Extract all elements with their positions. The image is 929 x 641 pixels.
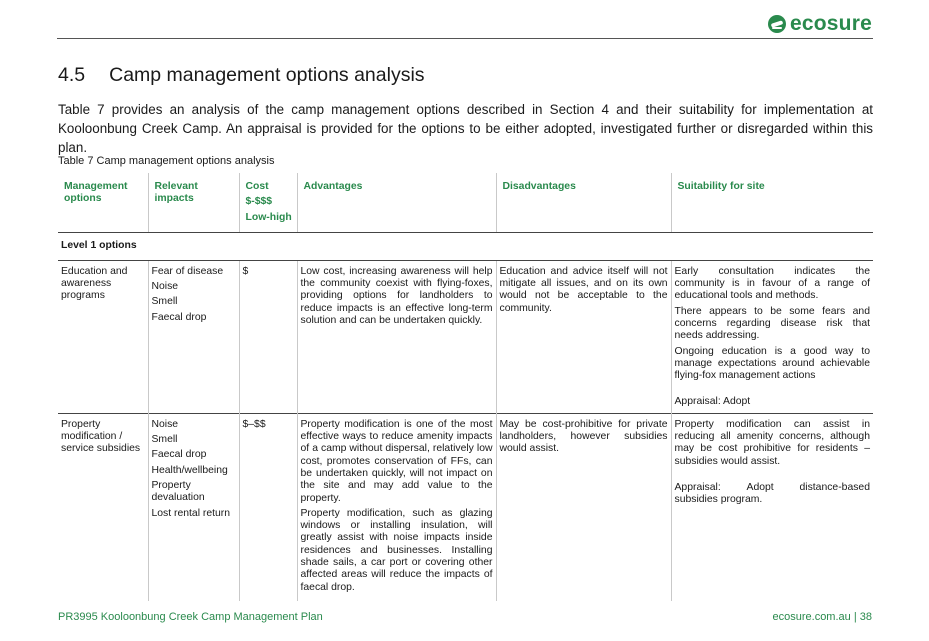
table-caption: Table 7 Camp management options analysis bbox=[58, 155, 275, 167]
cost-cell: $–$$ bbox=[239, 413, 297, 601]
advantages-text: Property modification is one of the most effective ways to reduce amenity impacts of a camp without dispersal, relatively low cost, promotes conservation of FFs, can be undertaken quickly, will not impact on the site and may add value to the property. bbox=[300, 418, 493, 504]
header-management: Management options bbox=[58, 173, 148, 232]
appraisal-rest: distance-based bbox=[799, 481, 870, 493]
impact-item: Health/wellbeing bbox=[151, 464, 228, 476]
level-label: Level 1 options bbox=[58, 232, 873, 260]
option-name: Education and awareness programs bbox=[61, 265, 128, 302]
header-cost-range: $-$$$ bbox=[245, 196, 273, 208]
impact-item: Smell bbox=[151, 296, 178, 308]
suitability-text: Ongoing education is a good way to manage expectations around achievable flying-fox management actions bbox=[674, 345, 870, 382]
suitability-cell bbox=[671, 260, 873, 413]
appraisal-word: Adopt bbox=[746, 481, 774, 493]
suitability-text: Early consultation indicates the community is in favour of a range of educational tools and methods. bbox=[674, 265, 870, 302]
impact-item: Noise bbox=[151, 418, 179, 430]
section-number: 4.5 bbox=[58, 64, 86, 86]
header-cost bbox=[239, 173, 297, 232]
suitability-text: There appears to be some fears and concerns regarding disease risk that needs addressing. bbox=[674, 305, 870, 342]
intro-paragraph: Table 7 provides an analysis of the camp management options described in Section 4 and their suitability for implementation at Kooloonbung Creek Camp. An appraisal is provided for the options to be either adopted, investigated further or disregarded within this plan. bbox=[58, 102, 873, 155]
advantages-cell bbox=[297, 260, 496, 413]
footer-separator: | bbox=[853, 611, 857, 623]
advantages-text: Low cost, increasing awareness will help the community coexist with flying-foxes, providing options for landholders to reduce impacts is an effective long-term solution and can be undertaken quickly. bbox=[300, 265, 493, 326]
page-number: 38 bbox=[859, 611, 872, 623]
level-row bbox=[58, 232, 873, 260]
cost-cell: $ bbox=[239, 260, 297, 413]
impact-item: Fear of disease bbox=[151, 265, 224, 277]
option-name: Property modification / service subsidies bbox=[58, 413, 148, 601]
appraisal-label: Appraisal: bbox=[674, 481, 721, 493]
brand-name: ecosure bbox=[790, 12, 872, 35]
advantages-text: Property modification, such as glazing windows or installing insulation, will greatly assist with noise impacts inside residences and businesses. Installing shade sails, a car port or covering other affected areas will reduce the impacts of faecal drop. bbox=[300, 507, 493, 593]
appraisal-text bbox=[675, 482, 871, 507]
impact-item: Noise bbox=[151, 281, 179, 293]
suitability-cell bbox=[671, 413, 873, 601]
footer-site: ecosure.com.au bbox=[772, 611, 851, 623]
brand-logo bbox=[768, 12, 872, 36]
section-heading bbox=[58, 64, 425, 87]
footer-document-title: PR3995 Kooloonbung Creek Camp Management Plan bbox=[58, 611, 323, 623]
section-title: Camp management options analysis bbox=[109, 64, 425, 86]
disadvantages-cell: Education and advice itself will not mitigate all issues, and on its own would not be acceptable to the community. bbox=[496, 260, 671, 413]
appraisal-line2: subsidies program. bbox=[674, 494, 763, 506]
impact-item: Smell bbox=[151, 434, 178, 446]
header-cost-title: Cost bbox=[245, 181, 269, 192]
header-rule bbox=[57, 38, 873, 39]
advantages-cell bbox=[297, 413, 496, 601]
impacts-cell bbox=[148, 260, 239, 413]
impact-item: Faecal drop bbox=[151, 311, 207, 323]
table-row bbox=[58, 260, 873, 413]
header-impacts: Relevant impacts bbox=[148, 173, 239, 232]
disadvantages-cell: May be cost-prohibitive for private landholders, however subsidies would assist. bbox=[496, 413, 671, 601]
header-suitability: Suitability for site bbox=[671, 173, 873, 232]
impact-item: Faecal drop bbox=[151, 449, 207, 461]
impact-item: Property devaluation bbox=[151, 479, 205, 504]
footer-page-info bbox=[773, 611, 873, 623]
ecosure-logo-icon bbox=[768, 15, 786, 33]
appraisal-text: Appraisal: Adopt bbox=[674, 396, 751, 408]
suitability-text: Property modification can assist in reducing all amenity concerns, although may be cost prohibitive for residents – subsidies would assist. bbox=[674, 418, 870, 467]
table-row bbox=[58, 413, 873, 601]
impacts-cell bbox=[148, 413, 239, 601]
header-cost-scale: Low-high bbox=[245, 211, 292, 223]
table-header-row bbox=[58, 173, 873, 232]
options-table bbox=[58, 173, 873, 601]
header-advantages: Advantages bbox=[297, 173, 496, 232]
header-disadvantages: Disadvantages bbox=[496, 173, 671, 232]
impact-item: Lost rental return bbox=[151, 507, 231, 519]
